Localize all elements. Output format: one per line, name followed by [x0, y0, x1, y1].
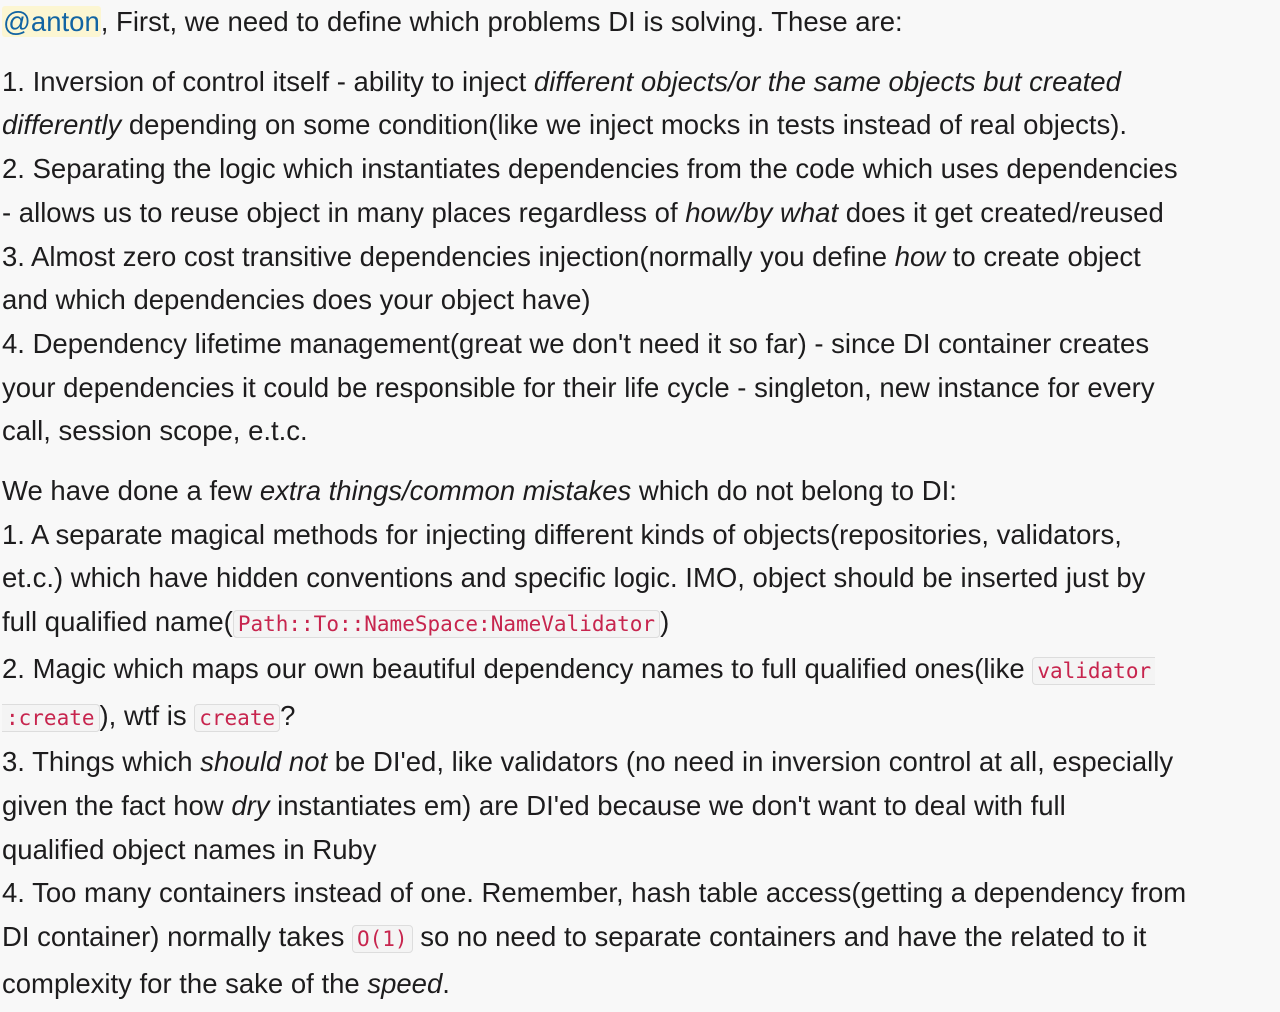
text-span: given the fact how — [2, 789, 232, 821]
problems-line-5 — [2, 235, 1272, 279]
text-span: instantiates em) are DI'ed because we don't want to deal with full — [269, 789, 1066, 821]
message-body — [2, 0, 1272, 1005]
text-span: . — [442, 967, 450, 999]
intro-line — [2, 0, 1272, 44]
problems-list — [2, 60, 1272, 453]
mistakes-line-1 — [2, 469, 1272, 513]
intro-paragraph — [2, 0, 1272, 44]
emphasis-text: different objects/or the same objects but created — [533, 65, 1121, 97]
text-span: full qualified name( — [2, 606, 233, 638]
emphasis-text: differently — [2, 109, 122, 141]
mistakes-line-5 — [2, 647, 1272, 694]
emphasis-text: speed — [367, 967, 443, 999]
text-span: We have done a few — [2, 475, 260, 507]
mistakes-line-9: qualified object names in Ruby — [2, 833, 377, 865]
text-span: to create object — [945, 240, 1141, 272]
user-mention[interactable]: @anton — [3, 6, 100, 37]
mistakes-line-10: 4. Too many containers instead of one. Remember, hash table access(getting a dependency from — [2, 877, 1187, 909]
emphasis-text: should not — [200, 746, 328, 778]
text-span: which do not belong to DI: — [631, 475, 957, 507]
inline-code: create — [194, 704, 280, 732]
text-span: so no need to separate containers and have the related to it — [412, 921, 1147, 953]
mistakes-line-7 — [2, 740, 1272, 784]
inline-code: Path::To::NameSpace:NameValidator — [233, 610, 660, 638]
text-span: complexity for the sake of the — [2, 967, 368, 999]
mistakes-line-12 — [2, 962, 1272, 1006]
mistakes-line-2: 1. A separate magical methods for injecting different kinds of objects(repositories, validators, — [2, 518, 1122, 550]
mistakes-line-11 — [2, 915, 1272, 962]
emphasis-text: dry — [231, 789, 270, 821]
text-span: 1. Inversion of control itself - ability to inject — [2, 65, 534, 97]
inline-code: validator — [1032, 657, 1155, 685]
problems-line-8: your dependencies it could be responsible for their life cycle - singleton, new instance for every — [2, 371, 1155, 403]
problems-line-1 — [2, 60, 1272, 104]
problems-line-6: and which dependencies does your object have) — [2, 284, 591, 316]
inline-code: :create — [2, 704, 100, 732]
problems-line-3: 2. Separating the logic which instantiates dependencies from the code which uses dependencies — [2, 153, 1178, 185]
text-span: be DI'ed, like validators (no need in inversion control at all, especially — [327, 746, 1174, 778]
problems-line-7: 4. Dependency lifetime management(great we don't need it so far) - since DI container creates — [2, 327, 1150, 359]
text-span: 2. Magic which maps our own beautiful dependency names to full qualified ones(like — [2, 652, 1033, 684]
problems-line-2 — [2, 103, 1272, 147]
intro-text: , First, we need to define which problems DI is solving. These are: — [100, 6, 903, 37]
mistakes-line-4 — [2, 600, 1272, 647]
inline-code: O(1) — [352, 925, 413, 953]
mistakes-line-8 — [2, 784, 1272, 828]
emphasis-text: how — [894, 240, 946, 272]
mistakes-line-3: et.c.) which have hidden conventions and specific logic. IMO, object should be inserted just by — [2, 562, 1146, 594]
problems-line-4 — [2, 191, 1272, 235]
text-span: DI container) normally takes — [2, 921, 352, 953]
text-span: 3. Things which — [2, 746, 201, 778]
text-span: - allows us to reuse object in many places regardless of — [2, 196, 686, 228]
text-span: 3. Almost zero cost transitive dependencies injection(normally you define — [2, 240, 895, 272]
mistakes-list — [2, 469, 1272, 1005]
emphasis-text: how/by what — [685, 196, 839, 228]
problems-line-9: call, session scope, e.t.c. — [2, 415, 308, 447]
text-span: depending on some condition(like we inject mocks in tests instead of real objects). — [121, 109, 1128, 141]
text-span: ? — [280, 699, 296, 731]
text-span: ) — [660, 606, 670, 638]
emphasis-text: extra things/common mistakes — [259, 475, 632, 507]
text-span: ), wtf is — [99, 699, 195, 731]
text-span: does it get created/reused — [838, 196, 1164, 228]
mistakes-line-6 — [2, 694, 1272, 741]
